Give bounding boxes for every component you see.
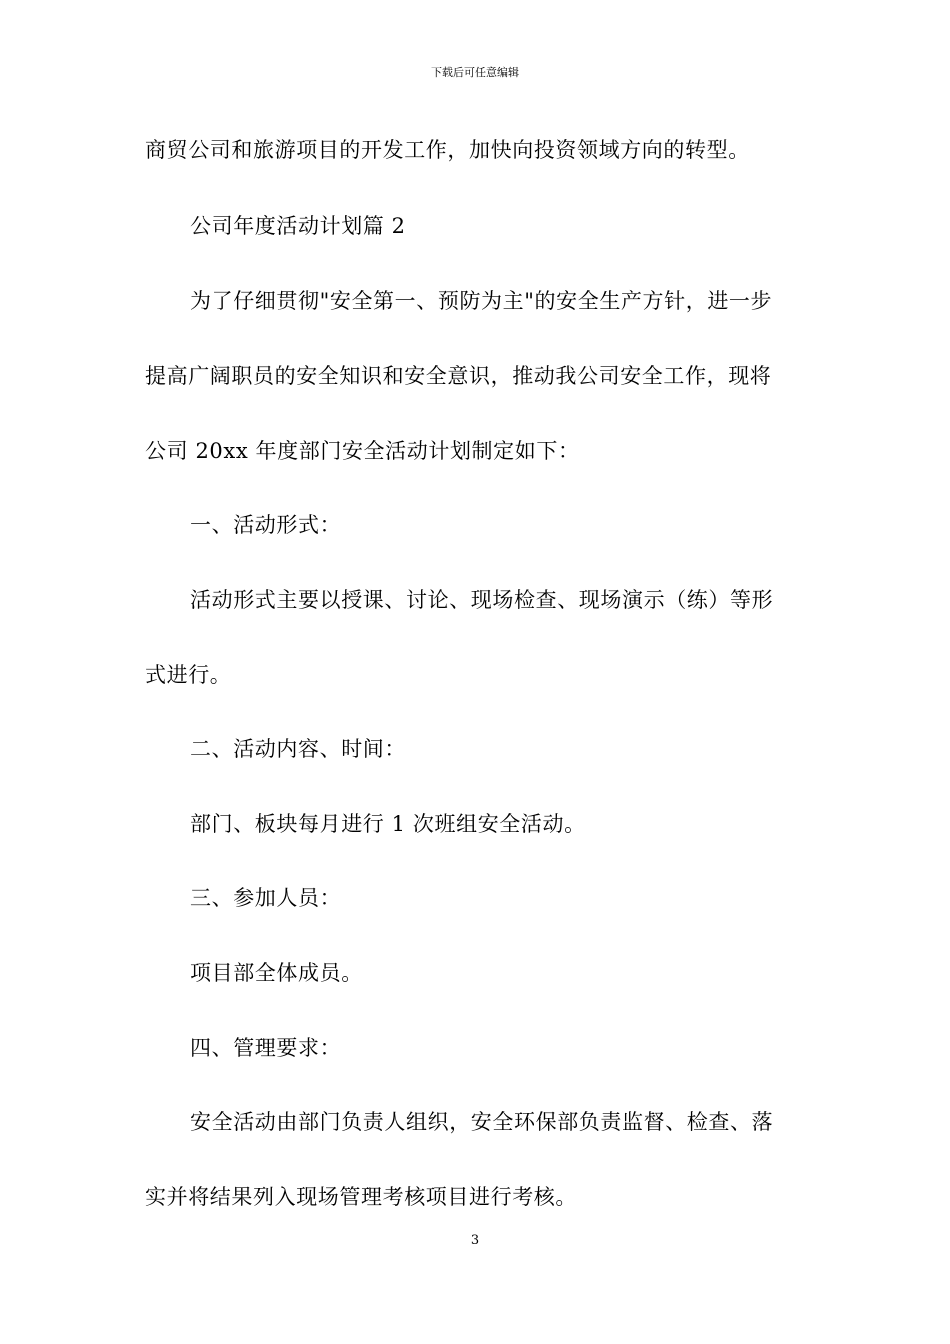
- body-line-8: 式进行。: [145, 663, 232, 687]
- body-line-15: 实并将结果列入现场管理考核项目进行考核。: [145, 1185, 577, 1209]
- body-line-7: 活动形式主要以授课、讨论、现场检查、现场演示（练）等形: [190, 588, 774, 612]
- body-line-12: 项目部全体成员。: [190, 961, 363, 985]
- body-line-1: 商贸公司和旅游项目的开发工作，加快向投资领域方向的转型。: [145, 138, 750, 162]
- heading-activity-form: 一、活动形式：: [190, 513, 342, 537]
- section-title: 公司年度活动计划篇 2: [190, 214, 406, 238]
- page-number: 3: [470, 1233, 480, 1248]
- body-line-5: 公司 20xx 年度部门安全活动计划制定如下：: [145, 439, 580, 463]
- heading-activity-content: 二、活动内容、时间：: [190, 737, 406, 761]
- body-line-3: 为了仔细贯彻"安全第一、预防为主"的安全生产方针，进一步: [190, 289, 773, 313]
- heading-management: 四、管理要求：: [190, 1036, 342, 1060]
- body-line-14: 安全活动由部门负责人组织，安全环保部负责监督、检查、落: [190, 1110, 774, 1134]
- body-line-10: 部门、板块每月进行 1 次班组安全活动。: [190, 812, 586, 836]
- heading-participants: 三、参加人员：: [190, 886, 342, 910]
- page-header: 下载后可任意编辑: [431, 66, 519, 79]
- body-line-4: 提高广阔职员的安全知识和安全意识，推动我公司安全工作，现将: [145, 364, 772, 388]
